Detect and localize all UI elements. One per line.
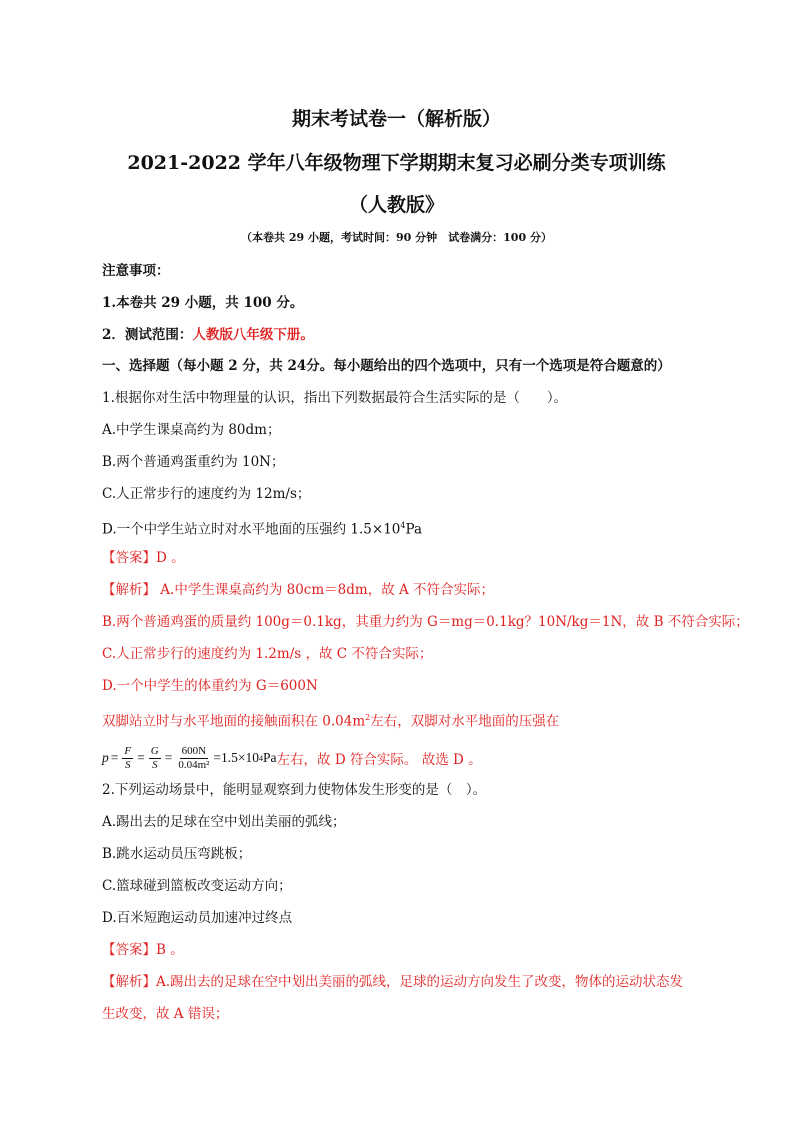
page-subtitle: 2021-2022 学年八年级物理下学期期末复习必刷分类专项训练	[127, 152, 666, 174]
notes-item-2	[102, 326, 314, 344]
formula-result: =1.5×10	[213, 750, 260, 765]
q1-option-c: C.人正常步行的速度约为 12m/s；	[102, 486, 311, 502]
pressure-formula: p = $\frac{F}{S}$ = $\frac{G}{S}$ = $\frac{600N}{\text{0.04m²}}$ =1.5×10 4 Pa 左右，故 D 符合实际。 故选 D 。	[102, 744, 482, 771]
q1-option-d-unit: Pa	[405, 521, 423, 538]
q2-option-d: D.百米短跑运动员加速冲过终点	[102, 910, 293, 926]
formula-tail: 左右，故 D 符合实际。 故选 D 。	[276, 752, 482, 768]
q1-analysis-d2-exponent: 2	[365, 713, 371, 722]
q1-analysis-d2	[102, 709, 559, 731]
q1-analysis-d2-a: 双脚站立时与水平地面的接触面积在 0.04m	[102, 713, 366, 730]
q2-analysis-line-2: 生改变，故 A 错误；	[102, 1006, 229, 1022]
q1-analysis-tag: 【解析】	[102, 582, 156, 598]
formula-frac-f-s	[122, 745, 133, 772]
notes-heading: 注意事项：	[102, 263, 170, 279]
formula-result-exponent: 4	[259, 753, 264, 763]
formula-s2: S	[151, 758, 158, 771]
formula-600n: 600N	[181, 744, 207, 757]
q1-option-d-exponent: 4	[400, 521, 406, 530]
edition-label: （人教版》	[348, 194, 444, 216]
exam-meta: （本卷共 29 小题，考试时间：90 分钟 试卷满分：100 分）	[241, 231, 552, 244]
notes-item-1: 1.本卷共 29 小题，共 100 分。	[102, 295, 304, 311]
q1-analysis-c: C.人正常步行的速度约为 1.2m/s ，故 C 不符合实际；	[102, 646, 433, 662]
notes-item-2-prefix: 2．测试范围：	[102, 327, 193, 343]
q2-option-c: C.篮球碰到篮板改变运动方向；	[102, 878, 292, 894]
formula-result-unit: Pa	[263, 750, 277, 765]
q1-analysis-d1: D.一个中学生的体重约为 G＝600N	[102, 678, 318, 694]
q1-analysis-a	[102, 581, 494, 599]
q1-option-a: A.中学生课桌高约为 80dm；	[102, 422, 281, 438]
q2-option-b: B.跳水运动员压弯跳板；	[102, 846, 252, 862]
q2-analysis-line-1: 【解析】A.踢出去的足球在空中划出美丽的弧线，足球的运动方向发生了改变，物体的运动状态发	[102, 974, 684, 990]
notes-item-2-scope: 人教版八年级下册。	[192, 327, 314, 343]
formula-area: 0.04m²	[178, 758, 210, 771]
formula-f: F	[124, 744, 132, 757]
q1-answer: 【答案】D 。	[102, 550, 185, 566]
q1-option-b: B.两个普通鸡蛋重约为 10N；	[102, 454, 285, 470]
formula-frac-g-s	[149, 745, 161, 772]
q1-option-d-text: D.一个中学生站立时对水平地面的压强约 1.5×10	[102, 521, 401, 538]
q1-option-d	[102, 517, 422, 539]
q2-stem: 2.下列运动场景中，能明显观察到力使物体发生形变的是（ ）。	[102, 782, 487, 798]
q2-option-a: A.踢出去的足球在空中划出美丽的弧线；	[102, 814, 346, 830]
q1-analysis-b: B.两个普通鸡蛋的质量约 100g＝0.1kg，其重力约为 G＝mg＝0.1kg？10N/kg＝1N，故 B 不符合实际；	[102, 614, 749, 630]
formula-g: G	[150, 744, 159, 757]
section-heading: 一、选择题（每小题 2 分，共 24分。每小题给出的四个选项中，只有一个选项是符合题意的）	[102, 358, 671, 374]
q1-analysis-a-text: A.中学生课桌高约为 80cm＝8dm，故 A 不符合实际；	[156, 582, 495, 598]
formula-s1: S	[124, 758, 131, 771]
q1-analysis-d2-b: 左右，双脚对水平地面的压强在	[370, 713, 560, 730]
formula-p: p	[102, 750, 109, 765]
q2-answer: 【答案】B 。	[102, 942, 184, 958]
q1-stem: 1.根据你对生活中物理量的认识，指出下列数据最符合生活实际的是（ ）。	[102, 390, 568, 406]
formula-frac-values	[176, 745, 211, 772]
page-title: 期末考试卷一（解析版）	[291, 108, 501, 130]
